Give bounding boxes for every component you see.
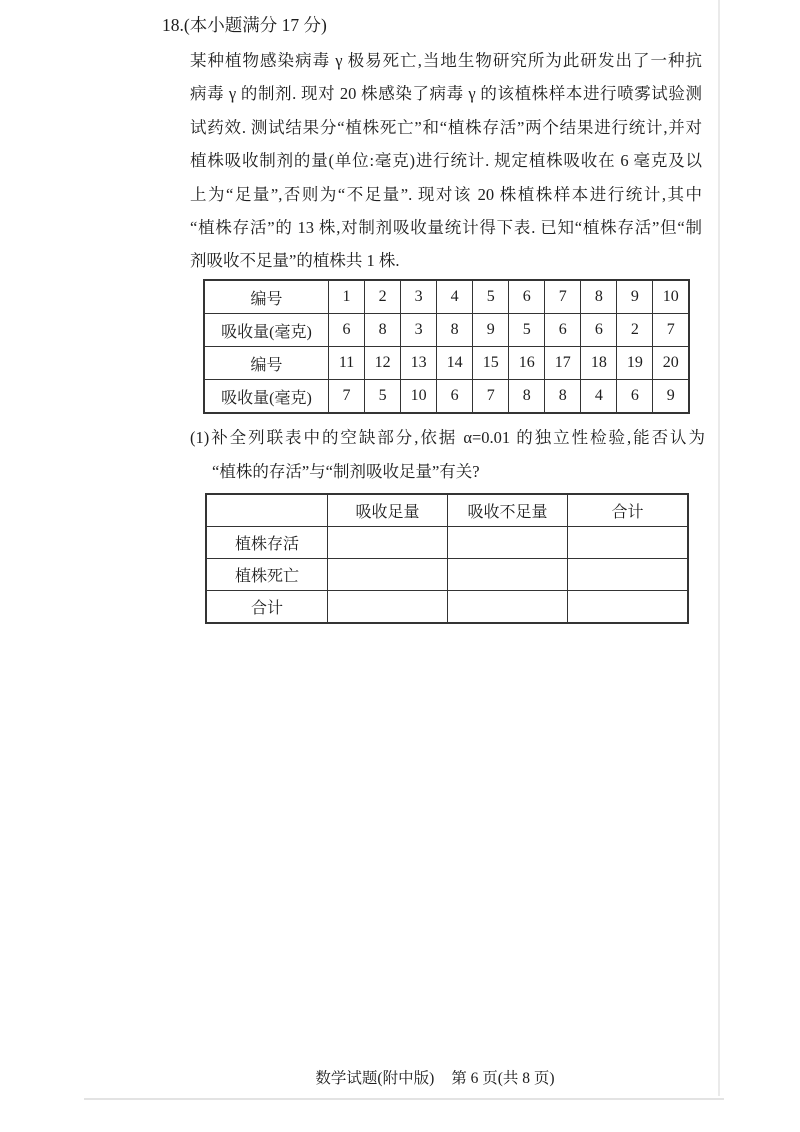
value-cell: 6	[581, 314, 617, 347]
value-cell: 4	[581, 380, 617, 414]
id-cell: 16	[509, 347, 545, 380]
value-cell: 9	[653, 380, 689, 414]
value-cell: 9	[473, 314, 509, 347]
table-row	[204, 314, 689, 347]
id-cell: 10	[653, 280, 689, 314]
absorption-data-table	[203, 279, 690, 414]
question-1	[190, 421, 705, 489]
value-cell: 2	[617, 314, 653, 347]
corner-cell	[206, 494, 328, 527]
value-cell: 10	[401, 380, 437, 414]
id-cell: 2	[365, 280, 401, 314]
id-cell: 3	[401, 280, 437, 314]
id-cell: 6	[509, 280, 545, 314]
statement-line-1: 某种植物感染病毒 γ 极易死亡,当地生物研究所为此研发出了一种抗	[190, 51, 702, 70]
row-label: 植株存活	[206, 527, 328, 559]
table-row	[204, 347, 689, 380]
statement-line-3: 试药效. 测试结果分“植株死亡”和“植株存活”两个结果进行统计,并对	[190, 117, 702, 137]
contingency-table	[205, 493, 689, 624]
value-cell: 6	[617, 380, 653, 414]
blank-cell	[568, 591, 689, 624]
value-cell: 6	[545, 314, 581, 347]
id-cell: 8	[581, 280, 617, 314]
value-cell: 8	[437, 314, 473, 347]
value-cell: 8	[365, 314, 401, 347]
id-cell: 15	[473, 347, 509, 380]
blank-cell	[328, 591, 448, 624]
value-cell: 8	[545, 380, 581, 414]
value-cell: 7	[329, 380, 365, 414]
id-cell: 5	[473, 280, 509, 314]
id-cell: 4	[437, 280, 473, 314]
value-cell: 5	[509, 314, 545, 347]
id-cell: 20	[653, 347, 689, 380]
id-cell: 11	[329, 347, 365, 380]
problem-statement	[190, 44, 702, 278]
column-header: 吸收足量	[328, 494, 448, 527]
value-cell: 7	[653, 314, 689, 347]
id-cell: 17	[545, 347, 581, 380]
table-row	[206, 591, 688, 624]
blank-cell	[448, 527, 568, 559]
blank-cell	[448, 591, 568, 624]
question-1-line-2: “植株的存活”与“制剂吸收足量”有关?	[212, 462, 480, 481]
id-cell: 13	[401, 347, 437, 380]
column-header: 吸收不足量	[448, 494, 568, 527]
problem-number-heading: 18.(本小题满分 17 分)	[162, 15, 327, 35]
id-cell: 14	[437, 347, 473, 380]
scan-artifact-vertical-line	[718, 0, 720, 1096]
id-cell: 18	[581, 347, 617, 380]
blank-cell	[568, 527, 689, 559]
column-header: 合计	[568, 494, 689, 527]
row-label: 吸收量(毫克)	[204, 380, 329, 414]
blank-cell	[568, 559, 689, 591]
statement-line-7: 剂吸收不足量”的植株共 1 株.	[190, 251, 400, 271]
value-cell: 6	[329, 314, 365, 347]
row-label: 植株死亡	[206, 559, 328, 591]
table-row	[206, 494, 688, 527]
row-label: 吸收量(毫克)	[204, 314, 329, 347]
id-cell: 1	[329, 280, 365, 314]
statement-line-5: 上为“足量”,否则为“不足量”. 现对该 20 株植株样本进行统计,其中	[190, 184, 702, 204]
page-footer	[0, 1066, 800, 1088]
table-row	[204, 380, 689, 414]
value-cell: 3	[401, 314, 437, 347]
row-label: 编号	[204, 347, 329, 380]
id-cell: 7	[545, 280, 581, 314]
blank-cell	[328, 527, 448, 559]
statement-line-6: “植株存活”的 13 株,对制剂吸收量统计得下表. 已知“植株存活”但“制	[190, 217, 702, 237]
footer-page-number: 第 6 页(共 8 页)	[451, 1070, 555, 1087]
table-row	[206, 559, 688, 591]
row-label: 编号	[204, 280, 329, 314]
id-cell: 12	[365, 347, 401, 380]
value-cell: 6	[437, 380, 473, 414]
row-label: 合计	[206, 591, 328, 624]
statement-line-2: 病毒 γ 的制剂. 现对 20 株感染了病毒 γ 的该植株样本进行喷雾试验测	[190, 84, 702, 104]
blank-cell	[328, 559, 448, 591]
scan-artifact-horizontal-line	[84, 1098, 724, 1100]
value-cell: 8	[509, 380, 545, 414]
statement-line-4: 植株吸收制剂的量(单位:毫克)进行统计. 规定植株吸收在 6 毫克及以	[190, 151, 702, 171]
value-cell: 7	[473, 380, 509, 414]
blank-cell	[448, 559, 568, 591]
id-cell: 9	[617, 280, 653, 314]
table-row	[206, 527, 688, 559]
table-row	[204, 280, 689, 314]
id-cell: 19	[617, 347, 653, 380]
footer-exam-title: 数学试题(附中版)	[315, 1070, 435, 1087]
question-1-line-1: (1)补全列联表中的空缺部分,依据 α=0.01 的独立性检验,能否认为	[190, 428, 705, 447]
value-cell: 5	[365, 380, 401, 414]
